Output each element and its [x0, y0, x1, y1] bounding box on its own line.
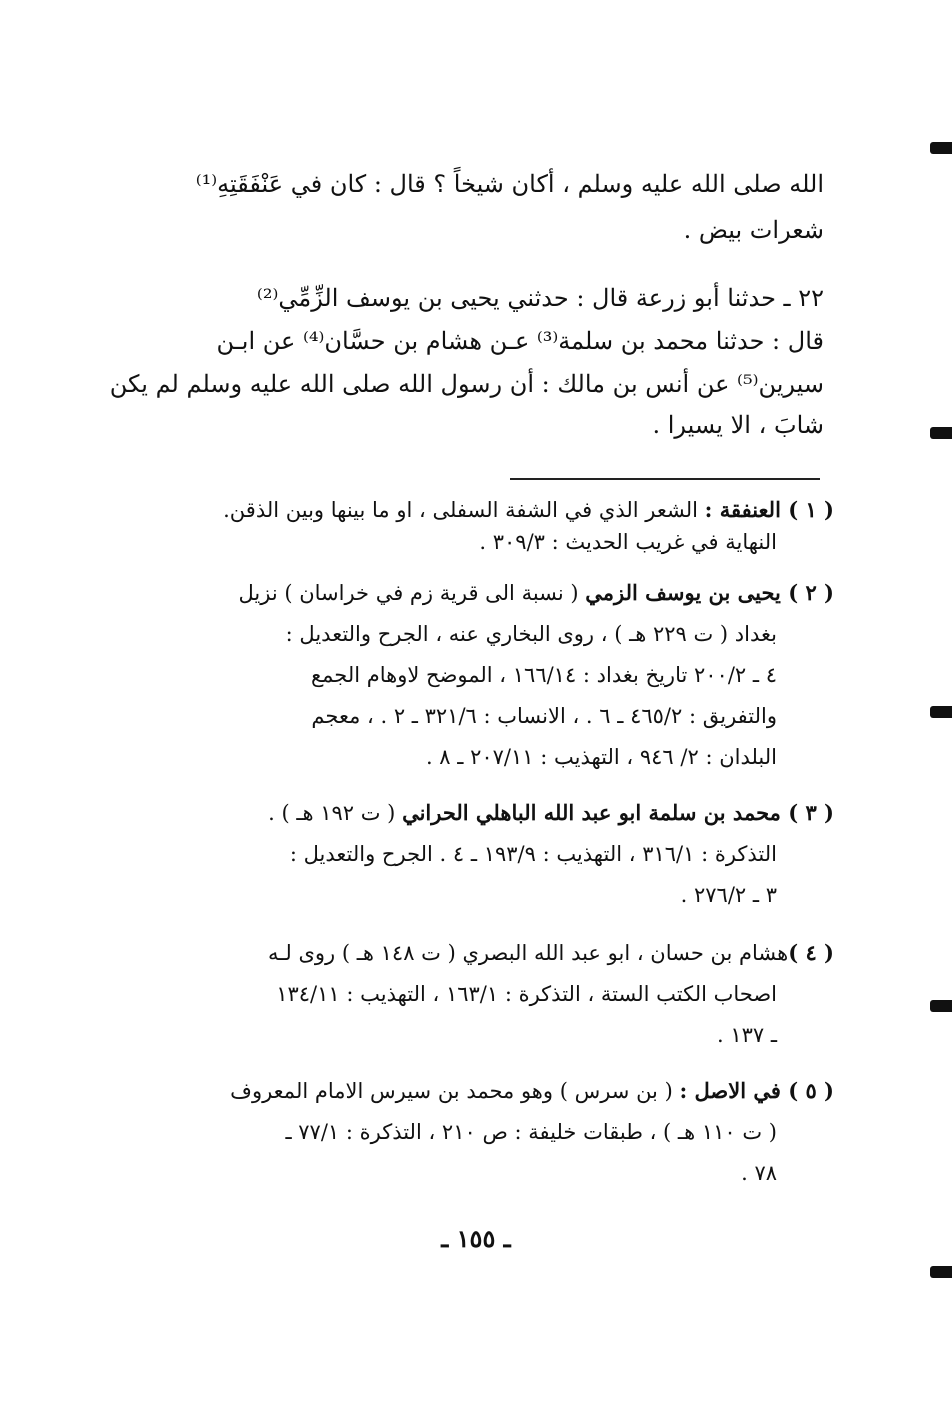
- edge-mark: [930, 427, 952, 439]
- main-text-line-4: قال : حدثنا محمد بن سلمة⁽³⁾ عـن هشام بن حسَّان⁽⁴⁾ عن ابـن: [216, 327, 824, 355]
- page-number: ـ ١٥٥ ـ: [441, 1224, 511, 1253]
- footnote-3-label: ( ٣ ) محمد بن سلمة ابو عبد الله الباهلي الحراني: [402, 800, 834, 825]
- footnote-5-line-2: ( ت ١١٠ هـ ) ، طبقات خليفة : ص ٢١٠ ، التذكرة : ٧٧/١ ـ: [285, 1120, 777, 1144]
- main-text-line-2: شعرات بيض .: [683, 216, 824, 244]
- footnote-1-label: ( ١ ) العنفقة :: [704, 497, 834, 522]
- footnote-4-line-1: [174, 937, 834, 969]
- footnote-3-line-3: ٣ ـ ٢٧٦/٢ .: [680, 883, 777, 907]
- footnote-2-line-1: [174, 577, 834, 609]
- footnote-3-text: ( ت ١٩٢ هـ ) .: [268, 801, 403, 825]
- footnote-2-text: ( نسبة الى قرية زم في خراسان ) نزيل: [238, 581, 586, 605]
- footnote-2-line-5: البلدان : ٢/ ٩٤٦ ، التهذيب : ٢٠٧/١١ ـ ٨ .: [425, 745, 777, 769]
- footnote-5-line-1: [174, 1075, 834, 1107]
- footnote-4-label: ( ٤ ): [788, 940, 834, 965]
- footnote-5-text: ( بن سرس ) وهو محمد بن سيرس الامام المعروف: [230, 1079, 680, 1103]
- footnote-4-line-3: ـ ١٣٧ .: [716, 1023, 777, 1047]
- main-text-line-5: سيرين⁽⁵⁾ عن أنس بن مالك : أن رسول الله صلى الله عليه وسلم لم يكن: [109, 370, 824, 398]
- footnote-1-line-2: النهاية في غريب الحديث : ٣٠٩/٣ .: [479, 530, 777, 554]
- footnote-1-line-1: [174, 494, 834, 526]
- edge-mark: [930, 142, 952, 154]
- footnote-3-line-2: التذكرة : ٣١٦/١ ، التهذيب : ١٩٣/٩ ـ ٤ . الجرح والتعديل :: [289, 842, 777, 866]
- edge-mark: [930, 1000, 952, 1012]
- footnote-4-line-2: اصحاب الكتب الستة ، التذكرة : ١٦٣/١ ، التهذيب : ١٣٤/١١: [276, 982, 777, 1006]
- edge-mark: [930, 706, 952, 718]
- footnote-separator-rule: [510, 478, 820, 480]
- footnote-5-label: ( ٥ ) في الاصل :: [679, 1078, 834, 1103]
- footnote-5-line-3: ٧٨ .: [741, 1161, 777, 1185]
- footnote-2-line-3: ٤ ـ ٢٠٠/٢ تاريخ بغداد : ١٦٦/١٤ ، الموضح لاوهام الجمع: [310, 663, 777, 687]
- footnote-1-text: الشعر الذي في الشفة السفلى ، او ما بينها وبين الذقن.: [223, 498, 705, 522]
- footnote-2-line-4: والتفريق : ٤٦٥/٢ ـ ٦ . ، الانساب : ٣٢١/٦ ـ ٢ . ، معجم: [311, 704, 777, 728]
- footnote-4-text: هشام بن حسان ، ابو عبد الله البصري ( ت ١٤٨ هـ ) روى لـه: [267, 941, 789, 965]
- main-text-line-1: الله صلى الله عليه وسلم ، أكان شيخاً ؟ قال : كان في عَنْفَقَتِهِ⁽¹⁾: [195, 170, 824, 198]
- main-text-line-3: ٢٢ ـ حدثنا أبو زرعة قال : حدثني يحيى بن يوسف الزِّمِّي⁽²⁾: [256, 284, 824, 312]
- footnote-2-label: ( ٢ ) يحيى بن يوسف الزمي: [585, 580, 834, 605]
- footnote-2-line-2: بغداد ( ت ٢٢٩ هـ ) ، روى البخاري عنه ، الجرح والتعديل :: [285, 622, 777, 646]
- footnote-3-line-1: [174, 797, 834, 829]
- edge-mark: [930, 1266, 952, 1278]
- main-text-line-6: شابَ ، الا يسيرا .: [652, 411, 824, 439]
